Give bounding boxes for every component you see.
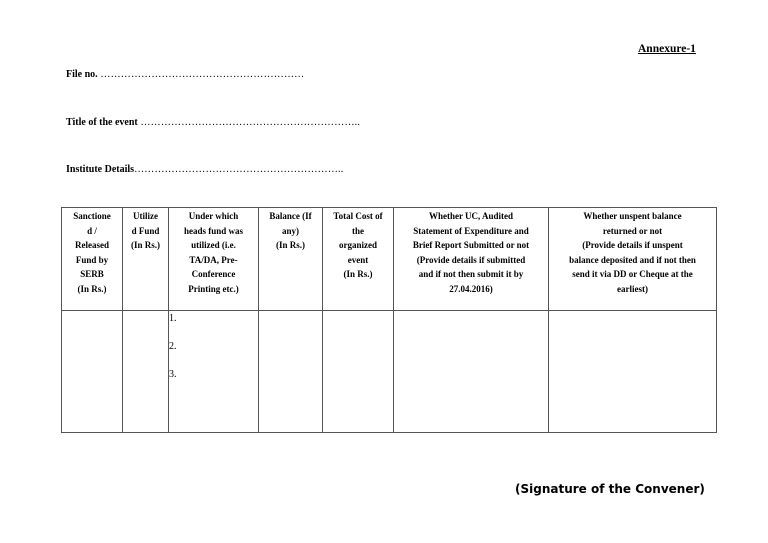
institute-details-label: Institute Details	[66, 164, 135, 175]
header-uc-submission: Whether UC, Audited Statement of Expenditure and Brief Report Submitted or not (Provide details if submitted and if not then submit it by 27.04.2016)	[394, 208, 549, 311]
cell-unspent-balance	[549, 311, 717, 433]
file-no-label: File no.	[66, 69, 98, 80]
list-item: 3.	[169, 369, 177, 380]
table-header-row	[62, 208, 717, 311]
institute-details-field	[66, 164, 343, 175]
fund-details-table	[61, 207, 717, 433]
header-balance: Balance (If any) (In Rs.)	[259, 208, 323, 311]
file-no-field	[66, 69, 304, 80]
event-title-label: Title of the event	[66, 117, 138, 128]
convener-signature-label: (Signature of the Convener)	[515, 482, 705, 496]
cell-balance	[259, 311, 323, 433]
table-row	[62, 311, 717, 433]
header-unspent-balance: Whether unspent balance returned or not (Provide details if unspent balance deposited and if not then send it via DD or Cheque at the earliest)	[549, 208, 717, 311]
cell-uc-submission	[394, 311, 549, 433]
header-utilized-fund: Utilize d Fund (In Rs.)	[123, 208, 169, 311]
cell-utilization-heads	[169, 311, 259, 433]
cell-sanctioned-fund	[62, 311, 123, 433]
header-utilization-heads: Under which heads fund was utilized (i.e. TA/DA, Pre- Conference Printing etc.)	[169, 208, 259, 311]
list-item: 1.	[169, 313, 177, 324]
event-title-dots: ………………………………………………………..	[137, 117, 361, 128]
institute-details-dots: ……………………………………………………..	[134, 164, 344, 175]
event-title-field	[66, 117, 360, 128]
annexure-label: Annexure-1	[638, 43, 696, 55]
header-total-cost: Total Cost of the organized event (In Rs.)	[323, 208, 394, 311]
header-sanctioned-fund: Sanctione d / Released Fund by SERB (In Rs.)	[62, 208, 123, 311]
cell-total-cost	[323, 311, 394, 433]
list-item: 2.	[169, 341, 177, 352]
file-no-dots: ……………………………………………………	[97, 69, 305, 80]
cell-utilized-fund	[123, 311, 169, 433]
